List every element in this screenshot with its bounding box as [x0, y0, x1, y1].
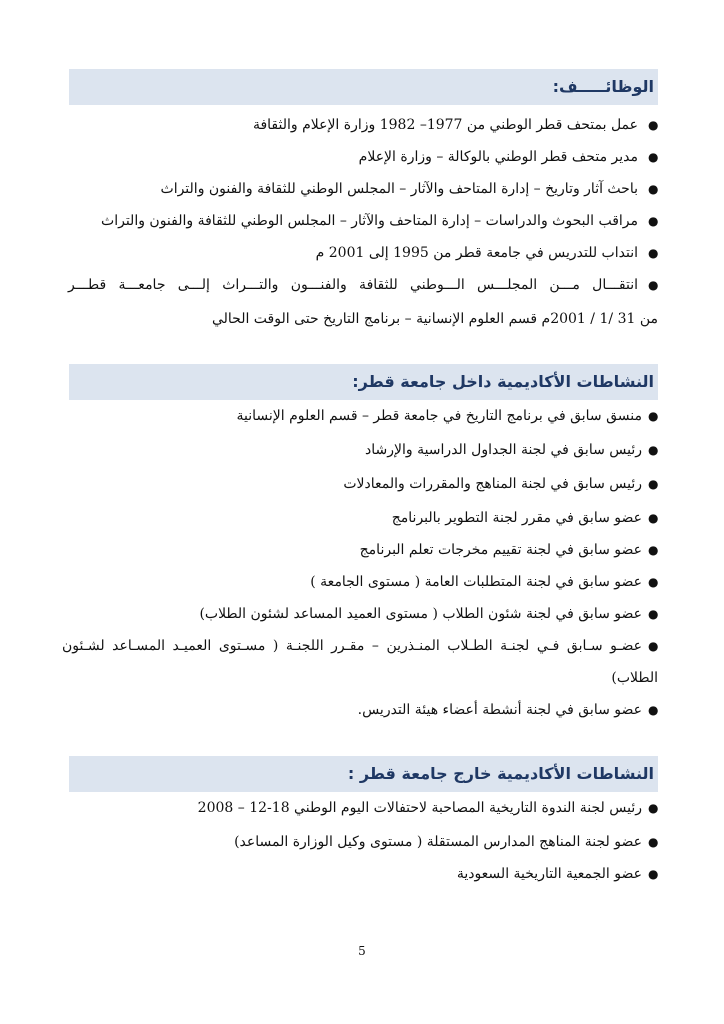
list-item: مراقب البحوث والدراسات – إدارة المتاحف والآثار – المجلس الوطني للثقافة والفنون والتراث	[101, 213, 638, 229]
bullet-icon: ●	[648, 278, 659, 292]
bullet-icon: ●	[648, 867, 659, 881]
list-item: انتداب للتدريس في جامعة قطر من 1995 إلى 2001 م	[315, 245, 638, 261]
section-heading-jobs	[69, 69, 658, 105]
section-heading-internal-activities	[69, 364, 658, 400]
bullet-icon: ●	[648, 835, 659, 849]
list-item: منسق سابق في برنامج التاريخ في جامعة قطر – قسم العلوم الإنسانية	[236, 408, 642, 424]
bullet-icon: ●	[648, 118, 659, 132]
list-item: عضـو سـابق فـي لجنـة الطـلاب المنـذرين – مقـرر اللجنـة ( مسـتوى العميـد المسـاعد لشـئون	[62, 638, 642, 654]
list-item-continuation: من 31 /1 / 2001م قسم العلوم الإنسانية – برنامج التاريخ حتى الوقت الحالي	[211, 311, 658, 327]
list-item: رئيس لجنة الندوة التاريخية المصاحبة لاحتفالات اليوم الوطني 18-12 – 2008	[197, 800, 642, 816]
bullet-icon: ●	[648, 607, 659, 621]
section-heading-external-activities	[69, 756, 658, 792]
list-item: مدير متحف قطر الوطني بالوكالة – وزارة الإعلام	[358, 149, 638, 165]
bullet-icon: ●	[648, 575, 659, 589]
bullet-icon: ●	[648, 150, 659, 164]
bullet-icon: ●	[648, 214, 659, 228]
list-item: عضو سابق في مقرر لجنة التطوير بالبرنامج	[391, 510, 642, 526]
section-heading-text: النشاطات الأكاديمية داخل جامعة قطر:	[352, 372, 654, 391]
list-item: عضو سابق في لجنة تقييم مخرجات تعلم البرنامج	[359, 542, 642, 558]
list-item: رئيس سابق في لجنة المناهج والمقررات والمعادلات	[343, 476, 642, 492]
list-item: عضو الجمعية التاريخية السعودية	[456, 866, 642, 882]
list-item: عمل بمتحف قطر الوطني من 1977– 1982 وزارة الإعلام والثقافة	[252, 117, 638, 133]
list-item: عضو سابق في لجنة شئون الطلاب ( مستوى العميد المساعد لشئون الطلاب)	[199, 606, 642, 622]
bullet-icon: ●	[648, 639, 659, 653]
bullet-icon: ●	[648, 477, 659, 491]
page-number: 5	[358, 944, 366, 958]
list-item: رئيس سابق في لجنة الجداول الدراسية والإرشاد	[365, 442, 642, 458]
list-item: عضو لجنة المناهج المدارس المستقلة ( مستوى وكيل الوزارة المساعد)	[234, 834, 642, 850]
bullet-icon: ●	[648, 801, 659, 815]
list-item: انتقـــال مـــن المجلـــس الـــوطني للثقافة والفنـــون والتـــراث إلـــى جامعـــة قطـــر	[68, 277, 638, 293]
list-item: عضو سابق في لجنة المتطلبات العامة ( مستوى الجامعة )	[310, 574, 642, 590]
section-heading-text: الوظائـــــف:	[552, 77, 654, 96]
list-item-continuation: الطلاب)	[611, 670, 658, 686]
bullet-icon: ●	[648, 443, 659, 457]
bullet-icon: ●	[648, 511, 659, 525]
section-heading-text: النشاطات الأكاديمية خارج جامعة قطر :	[347, 764, 654, 783]
bullet-icon: ●	[648, 182, 659, 196]
bullet-icon: ●	[648, 409, 659, 423]
list-item: باحث آثار وتاريخ – إدارة المتاحف والآثار – المجلس الوطني للثقافة والفنون والتراث	[160, 181, 638, 197]
list-item: عضو سابق في لجنة أنشطة أعضاء هيئة التدريس.	[357, 702, 642, 718]
bullet-icon: ●	[648, 703, 659, 717]
bullet-icon: ●	[648, 543, 659, 557]
bullet-icon: ●	[648, 246, 659, 260]
